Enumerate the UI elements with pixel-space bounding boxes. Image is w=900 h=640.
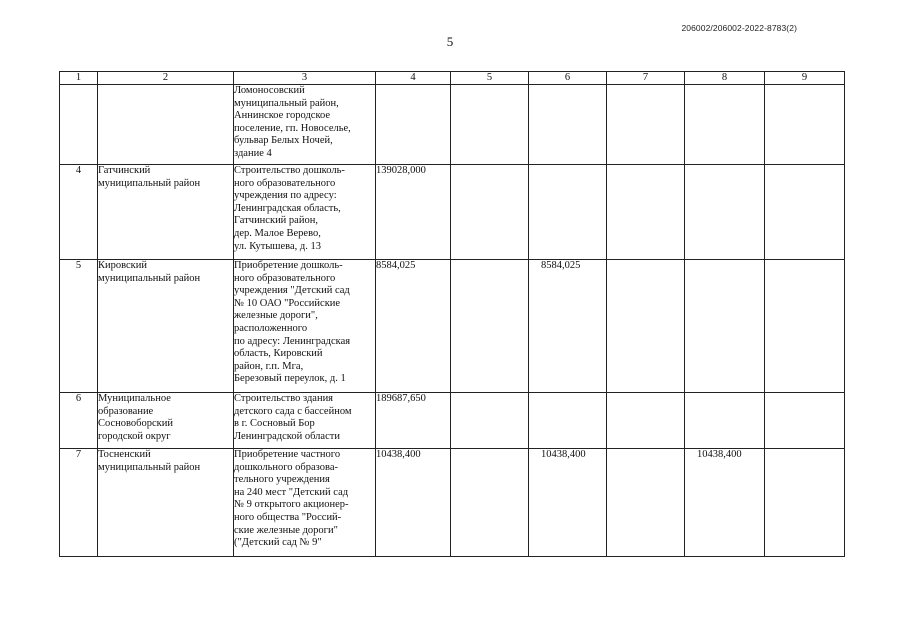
amount-col7 [607,449,685,557]
amount-col8 [685,260,765,393]
amount-col5 [451,260,529,393]
column-header: 9 [765,72,845,85]
amount-col8 [685,85,765,165]
row-number: 5 [60,260,98,393]
municipality-cell: Кировский муниципальный район [98,260,234,393]
amount-col5 [451,165,529,260]
amount-col8 [685,165,765,260]
table-row [60,393,845,449]
description-cell: Строительство здания детского сада с бассейном в г. Сосновый Бор Ленинградской области [234,393,376,449]
page-number: 5 [446,34,454,49]
description-cell: Ломоносовский муниципальный район, Аннинское городское поселение, гп. Новоселье, бульвар Белых Ночей, здание 4 [234,85,376,165]
column-header: 7 [607,72,685,85]
column-header-row [60,72,845,85]
row-number: 7 [60,449,98,557]
amount-col6 [529,393,607,449]
row-number: 4 [60,165,98,260]
municipality-cell: Гатчинский муниципальный район [98,165,234,260]
table-row [60,260,845,393]
row-number [60,85,98,165]
table-row [60,85,845,165]
amount-col9 [765,260,845,393]
municipality-cell: Муниципальное образование Сосновоборский городской округ [98,393,234,449]
document-table [59,71,845,557]
amount-col4: 139028,000 [376,165,451,260]
amount-col7 [607,85,685,165]
amount-col6: 10438,400 [529,449,607,557]
amount-col9 [765,393,845,449]
amount-col9 [765,85,845,165]
amount-col9 [765,165,845,260]
amount-col7 [607,393,685,449]
amount-col8: 10438,400 [685,449,765,557]
amount-col7 [607,165,685,260]
amount-col7 [607,260,685,393]
amount-col4: 10438,400 [376,449,451,557]
column-header: 3 [234,72,376,85]
table-row [60,449,845,557]
description-cell: Приобретение частного дошкольного образова- тельного учреждения на 240 мест "Детский сад № 9 открытого акционер- ного общества "Россий- ские железные дороги" ("Детский сад № 9" [234,449,376,557]
amount-col5 [451,393,529,449]
municipality-cell: Тосненский муниципальный район [98,449,234,557]
table-row [60,165,845,260]
amount-col8 [685,393,765,449]
row-number: 6 [60,393,98,449]
amount-col4: 189687,650 [376,393,451,449]
amount-col6: 8584,025 [529,260,607,393]
amount-col5 [451,449,529,557]
column-header: 2 [98,72,234,85]
amount-col6 [529,85,607,165]
amount-col4 [376,85,451,165]
column-header: 1 [60,72,98,85]
municipality-cell [98,85,234,165]
amount-col5 [451,85,529,165]
column-header: 6 [529,72,607,85]
amount-col6 [529,165,607,260]
description-cell: Строительство дошколь- ного образовательного учреждения по адресу: Ленинградская область, Гатчинский район, дер. Малое Верево, ул. Кутышева, д. 13 [234,165,376,260]
column-header: 4 [376,72,451,85]
column-header: 5 [451,72,529,85]
amount-col4: 8584,025 [376,260,451,393]
amount-col9 [765,449,845,557]
description-cell: Приобретение дошколь- ного образовательного учреждения "Детский сад № 10 ОАО "Российские железные дороги", расположенного по адресу: Ленинградская область, Кировский район, г.п. Мга, Березовый переулок, д. 1 [234,260,376,393]
column-header: 8 [685,72,765,85]
document-id: 206002/206002-2022-8783(2) [681,23,797,33]
